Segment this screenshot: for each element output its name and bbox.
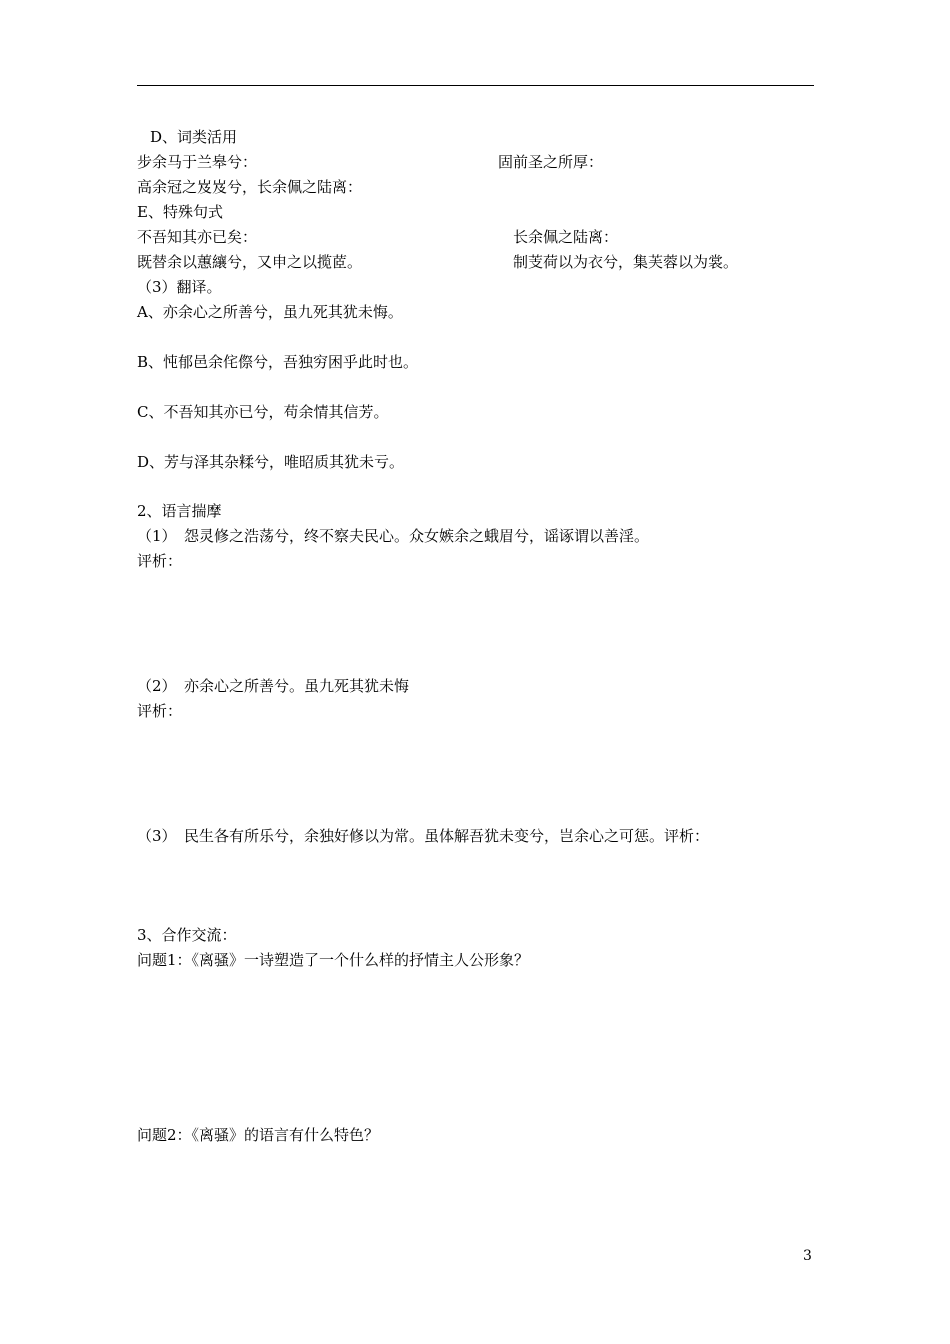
page-number: 3 (803, 1248, 812, 1264)
header-rule (137, 85, 814, 86)
translate-heading: （3）翻译。 (137, 278, 222, 296)
language-heading: 2、语言揣摩 (137, 502, 222, 520)
e-line2-right: 制芰荷以为衣兮，集芙蓉以为裳。 (513, 253, 739, 271)
language-item-2-comment: 评析： (137, 702, 183, 720)
d-line2: 高余冠之岌岌兮，长余佩之陆离： (137, 178, 363, 196)
e-line2-left: 既替余以蕙纕兮，又申之以揽茝。 (137, 253, 363, 271)
language-item-1: （1） 怨灵修之浩荡兮，终不察夫民心。众女嫉余之蛾眉兮，谣诼谓以善淫。 (137, 527, 650, 545)
e-line1-left: 不吾知其亦已矣： (137, 228, 258, 246)
section-d-heading: D、词类活用 (150, 128, 238, 146)
e-line1-right: 长余佩之陆离： (513, 228, 619, 246)
section-e-heading: E、特殊句式 (137, 203, 223, 221)
language-item-1-comment: 评析： (137, 552, 183, 570)
d-line1-right: 固前圣之所厚： (498, 153, 604, 171)
translate-c: C、不吾知其亦已兮，苟余情其信芳。 (137, 403, 389, 421)
translate-a: A、亦余心之所善兮，虽九死其犹未悔。 (137, 303, 403, 321)
question-2: 问题2：《离骚》的语言有什么特色？ (137, 1126, 380, 1144)
translate-d: D、芳与泽其杂糅兮，唯昭质其犹未亏。 (137, 453, 405, 471)
translate-b: B、忳郁邑余侘傺兮，吾独穷困乎此时也。 (137, 353, 419, 371)
cooperation-heading: 3、合作交流： (137, 926, 237, 944)
language-item-3: （3） 民生各有所乐兮，余独好修以为常。虽体解吾犹未变兮，岂余心之可惩。评析： (137, 827, 710, 845)
language-item-2: （2） 亦余心之所善兮。虽九死其犹未悔 (137, 677, 410, 695)
d-line1-left: 步余马于兰皋兮： (137, 153, 258, 171)
question-1: 问题1：《离骚》一诗塑造了一个什么样的抒情主人公形象？ (137, 951, 530, 969)
